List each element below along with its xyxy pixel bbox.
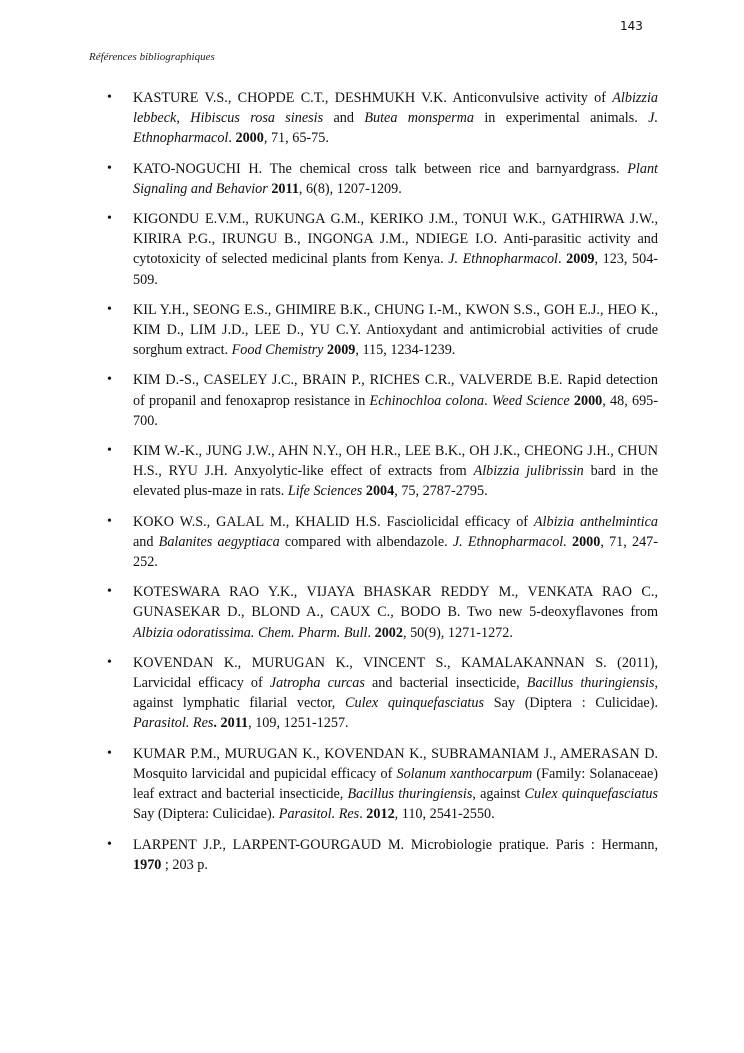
- reference-text: Parasitol. Res: [133, 715, 214, 732]
- reference-text: Albizzia julibrissin: [473, 463, 584, 480]
- reference-text: Jatropha curcas: [269, 675, 365, 692]
- reference-entry: [107, 441, 658, 502]
- reference-text: Plant Signaling and Behavior: [133, 160, 658, 197]
- reference-text: 1970: [133, 856, 162, 873]
- reference-text: KOKO W.S., GALAL M., KHALID H.S. Fasciolicidal efficacy of: [133, 513, 534, 530]
- reference-text: , 6(8), 1207-1209.: [298, 180, 402, 197]
- reference-text: Parasitol. Res: [278, 806, 360, 823]
- reference-text: , 50(9), 1271-1272.: [402, 624, 513, 641]
- reference-text: Echinochloa colona: [369, 392, 485, 409]
- reference-text: J. Ethnopharmacol: [448, 251, 558, 268]
- reference-text: , 110, 2541-2550.: [394, 806, 495, 823]
- reference-text: , 71, 65-75.: [263, 130, 329, 147]
- reference-text: KIM W.-K., JUNG J.W., AHN N.Y., OH H.R., LEE B.K., OH J.K., CHEONG J.H., CHUN H.S., RYU J.H. Anxyolytic-like effect of extracts from: [133, 443, 658, 480]
- reference-text: 2000: [571, 533, 601, 550]
- reference-text: KASTURE V.S., CHOPDE C.T., DESHMUKH V.K. Anticonvulsive activity of: [133, 90, 613, 106]
- reference-text: Albizia anthelmintica: [533, 513, 658, 530]
- reference-entry: [107, 653, 658, 734]
- reference-text: .: [359, 806, 367, 823]
- reference-text: , against lymphatic filarial vector,: [133, 675, 659, 712]
- reference-text: KOVENDAN K., MURUGAN K., VINCENT S., KAMALAKANNAN S. (2011), Larvicidal efficacy of: [133, 654, 658, 692]
- reference-text: , 115, 1234-1239.: [355, 342, 456, 359]
- reference-entry: [107, 744, 658, 825]
- reference-text: ; 203 p.: [161, 856, 208, 873]
- reference-text: KIM D.-S., CASELEY J.C., BRAIN P., RICHES C.R., VALVERDE B.E. Rapid detection of propanil and fenoxaprop resistance in: [133, 372, 658, 409]
- reference-text: , 109, 1251-1257.: [248, 715, 349, 732]
- reference-entry: [107, 582, 658, 643]
- reference-text: KIL Y.H., SEONG E.S., GHIMIRE B.K., CHUNG I.-M., KWON S.S., GOH E.J., HEO K., KIM D., LIM J.D., LEE D., YU C.Y. Antioxydant and antimicrobial activities of crude sorghum extract.: [133, 301, 658, 359]
- reference-text: compared with albendazole.: [279, 533, 453, 550]
- reference-text: KOTESWARA RAO Y.K., VIJAYA BHASKAR REDDY M., VENKATA RAO C., GUNASEKAR D., BLOND A., CAUX C., BODO B. Two new 5-deoxyflavones from: [133, 584, 658, 621]
- reference-text: J. Ethnopharmacol: [133, 110, 659, 147]
- reference-text: 2009: [566, 251, 595, 268]
- reference-entry: [107, 300, 658, 361]
- reference-list: [107, 88, 658, 885]
- reference-entry: [107, 512, 658, 573]
- reference-entry: [107, 159, 658, 199]
- reference-text: Bacillus thuringiensis: [347, 786, 473, 803]
- reference-text: J. Ethnopharmacol.: [452, 533, 567, 550]
- reference-text: Food Chemistry: [231, 342, 324, 359]
- reference-text: , 123, 504-509.: [133, 251, 659, 288]
- reference-entry: [107, 835, 658, 875]
- reference-text: , 75, 2787-2795.: [394, 483, 488, 500]
- reference-text: Butea monsperma: [364, 110, 474, 127]
- reference-entry: [107, 88, 658, 149]
- reference-text: Say (Diptera : Culicidae).: [484, 695, 658, 712]
- page-number: 143: [620, 19, 643, 33]
- reference-text: .: [484, 392, 492, 409]
- reference-text: .: [228, 130, 236, 147]
- reference-entry: [107, 209, 658, 290]
- reference-text: in experimental animals.: [473, 110, 649, 127]
- reference-text: bard in the elevated plus-maze in rats.: [133, 463, 658, 500]
- reference-text: KIGONDU E.V.M., RUKUNGA G.M., KERIKO J.M., TONUI W.K., GATHIRWA J.W., KIRIRA P.G., IRUNGU B., INGONGA J.M., NDIEGE I.O. Anti-parasitic activity and cytotoxicity of selected medicinal plants from Kenya.: [133, 211, 658, 268]
- reference-text: Albizia odoratissima. Chem. Pharm. Bull: [133, 624, 368, 641]
- reference-text: Life Sciences: [287, 483, 363, 500]
- reference-text: LARPENT J.P., LARPENT-GOURGAUD M. Microbiologie pratique. Paris : Hermann,: [133, 836, 658, 853]
- reference-text: 2002: [374, 624, 403, 641]
- reference-entry: [107, 370, 658, 431]
- running-header: Références bibliographiques: [89, 51, 215, 63]
- reference-text: 2011: [220, 715, 249, 732]
- reference-text: .: [213, 715, 221, 732]
- reference-text: and: [133, 533, 159, 550]
- reference-text: (Family: Solanaceae) leaf extract and bacterial insecticide,: [133, 765, 658, 803]
- reference-text: , 71, 247-252.: [133, 533, 658, 571]
- reference-text: Culex quinquefasciatus: [345, 695, 484, 712]
- reference-text: 2009: [327, 342, 356, 359]
- reference-text: 2000: [235, 130, 264, 147]
- reference-text: .: [558, 251, 567, 268]
- reference-text: Culex quinquefasciatus: [524, 786, 659, 803]
- reference-text: Say (Diptera: Culicidae).: [133, 806, 279, 823]
- reference-text: Hibiscus rosa sinesis: [190, 110, 324, 127]
- reference-text: and bacterial insecticide,: [364, 675, 527, 692]
- reference-text: Weed Science: [491, 392, 570, 409]
- reference-text: Balanites aegyptiaca: [158, 533, 280, 550]
- reference-text: Albizzia lebbeck: [133, 90, 658, 127]
- reference-text: .: [367, 624, 375, 641]
- reference-text: 2000: [573, 392, 603, 409]
- reference-text: KATO-NOGUCHI H. The chemical cross talk between rice and barnyardgrass.: [133, 160, 628, 177]
- reference-text: KUMAR P.M., MURUGAN K., KOVENDAN K., SUBRAMANIAM J., AMERASAN D. Mosquito larvicidal and pupicidal efficacy of: [133, 745, 658, 782]
- reference-text: 2012: [366, 806, 395, 823]
- reference-text: ,: [176, 110, 191, 127]
- reference-text: and: [323, 110, 365, 127]
- reference-text: 2011: [271, 180, 299, 197]
- reference-text: 2004: [365, 483, 395, 500]
- reference-text: , 48, 695-700.: [133, 392, 658, 429]
- reference-text: Solanum xanthocarpum: [396, 765, 533, 782]
- reference-text: Bacillus thuringiensis: [526, 675, 655, 692]
- reference-text: , against: [472, 786, 525, 803]
